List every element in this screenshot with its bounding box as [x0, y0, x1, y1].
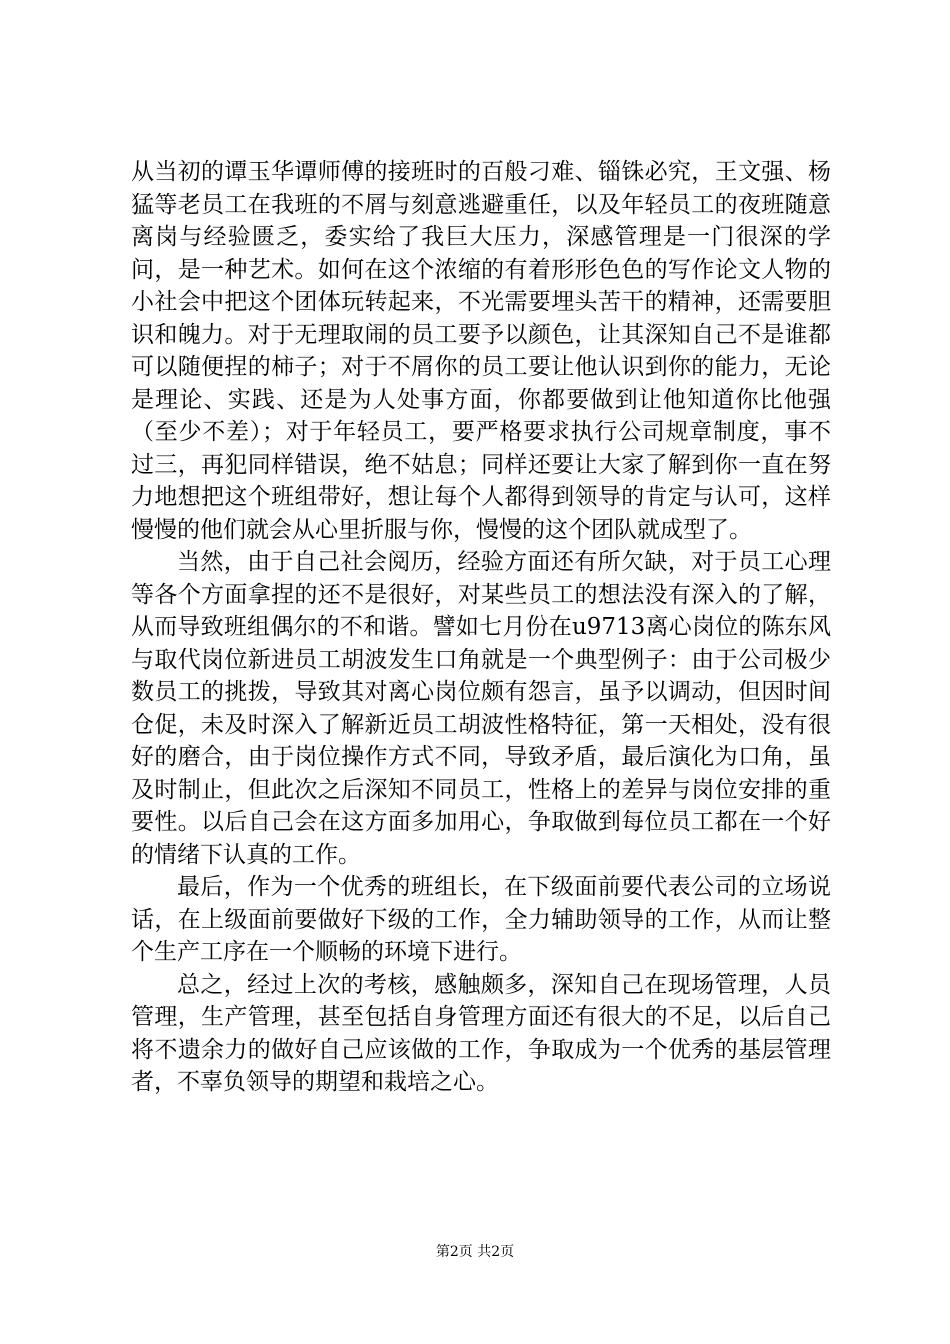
document-body [131, 156, 831, 1099]
page-number-footer: 第2页 共2页 [435, 1244, 515, 1260]
paragraph-4: 总之，经过上次的考核，感触颇多，深知自己在现场管理，人员管理，生产管理，甚至包括自身管理方面还有很大的不足，以后自己将不遗余力的做好自己应该做的工作，争取成为一个优秀的基层管理者，不辜负领导的期望和栽培之心。 [131, 971, 831, 1095]
paragraph-2: 当然，由于自己社会阅历，经验方面还有所欠缺，对于员工心理等各个方面拿捏的还不是很好，对某些员工的想法没有深入的了解，从而导致班组偶尔的不和谐。譬如七月份在u9713离心岗位的陈东风与取代岗位新进员工胡波发生口角就是一个典型例子：由于公司极少数员工的挑拨，导致其对离心岗位颇有怨言，虽予以调动，但因时间仓促，未及时深入了解新近员工胡波性格特征，第一天相处，没有很好的磨合，由于岗位操作方式不同，导致矛盾，最后演化为口角，虽及时制止，但此次之后深知不同员工，性格上的差异与岗位安排的重要性。以后自己会在这方面多加用心，争取做到每位员工都在一个好的情绪下认真的工作。 [131, 549, 831, 868]
paragraph-3: 最后，作为一个优秀的班组长，在下级面前要代表公司的立场说话，在上级面前要做好下级的工作，全力辅助领导的工作，从而让整个生产工序在一个顺畅的环境下进行。 [131, 874, 831, 965]
paragraph-1: 从当初的谭玉华谭师傅的接班时的百般刁难、锱铢必究，王文强、杨猛等老员工在我班的不屑与刻意逃避重任，以及年轻员工的夜班随意离岗与经验匮乏，委实给了我巨大压力，深感管理是一门很深的学问，是一种艺术。如何在这个浓缩的有着形形色色的写作论文人物的小社会中把这个团体玩转起来，不光需要埋头苦干的精神，还需要胆识和魄力。对于无理取闹的员工要予以颜色，让其深知自己不是谁都可以随便捏的柿子；对于不屑你的员工要让他认识到你的能力，无论是理论、实践、还是为人处事方面，你都要做到让他知道你比他强（至少不差）；对于年轻员工，要严格要求执行公司规章制度，事不过三，再犯同样错误，绝不姑息；同样还要让大家了解到你一直在努力地想把这个班组带好，想让每个人都得到领导的肯定与认可，这样慢慢的他们就会从心里折服与你，慢慢的这个团队就成型了。 [131, 159, 831, 543]
